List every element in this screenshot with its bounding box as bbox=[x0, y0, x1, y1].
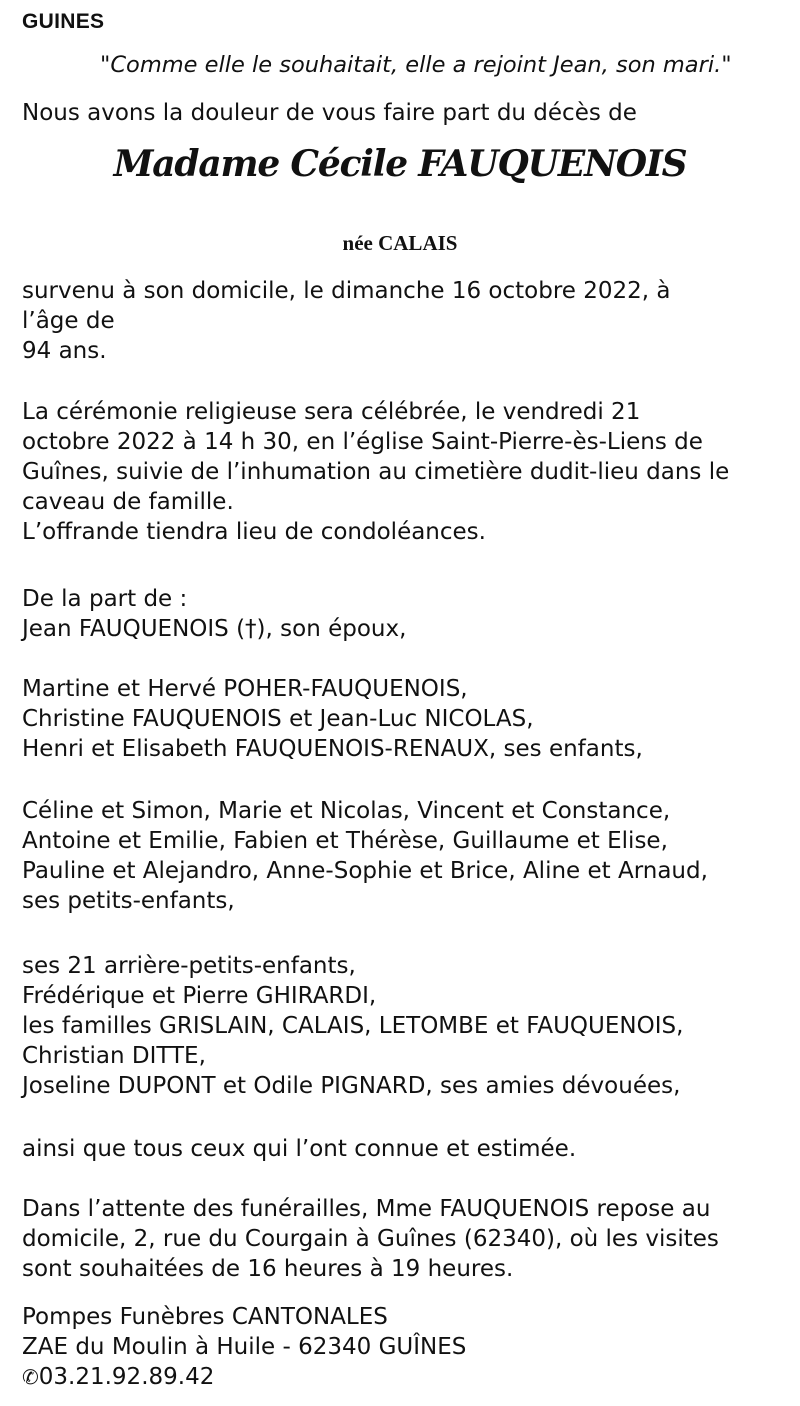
family-from bbox=[22, 584, 792, 644]
relatives-line: Christian DITTE, bbox=[22, 1043, 206, 1069]
ceremony-details bbox=[22, 397, 792, 547]
grandchildren-line: Antoine et Emilie, Fabien et Thérèse, Guillaume et Elise, bbox=[22, 828, 668, 854]
funeral-home-name: Pompes Funèbres CANTONALES bbox=[22, 1304, 388, 1330]
visitation-details bbox=[22, 1194, 792, 1284]
ceremony-line: La cérémonie religieuse sera célébrée, le vendredi 21 bbox=[22, 399, 641, 425]
relatives-line: Frédérique et Pierre GHIRARDI, bbox=[22, 983, 377, 1009]
funeral-home bbox=[22, 1302, 792, 1392]
visitation-line: domicile, 2, rue du Courgain à Guînes (62340), où les visites bbox=[22, 1226, 719, 1252]
spouse-line: Jean FAUQUENOIS (†), son époux, bbox=[22, 616, 407, 642]
maiden-name: née CALAIS bbox=[342, 231, 458, 255]
funeral-home-phone bbox=[22, 1362, 792, 1392]
relatives-line: ses 21 arrière-petits-enfants, bbox=[22, 953, 356, 979]
children-line: Henri et Elisabeth FAUQUENOIS-RENAUX, ses enfants, bbox=[22, 736, 643, 762]
phone-icon: ✆ bbox=[22, 1365, 39, 1389]
other-relatives-list bbox=[22, 951, 792, 1101]
closing-line bbox=[22, 1134, 792, 1164]
intro-text: Nous avons la douleur de vous faire part du décès de bbox=[22, 100, 637, 126]
visitation-line: Dans l’attente des funérailles, Mme FAUQUENOIS repose au bbox=[22, 1196, 711, 1222]
children-line: Christine FAUQUENOIS et Jean-Luc NICOLAS, bbox=[22, 706, 534, 732]
phone-number: 03.21.92.89.42 bbox=[38, 1364, 215, 1390]
death-notice-line: l’âge de bbox=[22, 308, 115, 334]
visitation-line: sont souhaitées de 16 heures à 19 heures. bbox=[22, 1256, 514, 1282]
funeral-home-address: ZAE du Moulin à Huile - 62340 GUÎNES bbox=[22, 1334, 467, 1360]
closing-text: ainsi que tous ceux qui l’ont connue et estimée. bbox=[22, 1136, 577, 1162]
quote: "Comme elle le souhaitait, elle a rejoint Jean, son mari." bbox=[100, 52, 732, 78]
deceased-name: Madame Cécile FAUQUENOIS bbox=[113, 143, 687, 185]
grandchildren-list bbox=[22, 796, 792, 916]
relatives-line: les familles GRISLAIN, CALAIS, LETOMBE et FAUQUENOIS, bbox=[22, 1013, 684, 1039]
death-notice bbox=[22, 276, 792, 366]
ceremony-line: caveau de famille. bbox=[22, 489, 234, 515]
death-notice-line: 94 ans. bbox=[22, 338, 107, 364]
grandchildren-line: ses petits-enfants, bbox=[22, 888, 235, 914]
ceremony-line: octobre 2022 à 14 h 30, en l’église Saint-Pierre-ès-Liens de bbox=[22, 429, 703, 455]
relatives-line: Joseline DUPONT et Odile PIGNARD, ses amies dévouées, bbox=[22, 1073, 681, 1099]
grandchildren-line: Céline et Simon, Marie et Nicolas, Vincent et Constance, bbox=[22, 798, 671, 824]
town-heading: GUINES bbox=[22, 10, 105, 33]
ceremony-line: Guînes, suivie de l’inhumation au cimetière dudit-lieu dans le bbox=[22, 459, 730, 485]
from-label: De la part de : bbox=[22, 586, 188, 612]
death-notice-line: survenu à son domicile, le dimanche 16 octobre 2022, à bbox=[22, 278, 671, 304]
children-line: Martine et Hervé POHER-FAUQUENOIS, bbox=[22, 676, 468, 702]
children-list bbox=[22, 674, 792, 764]
grandchildren-line: Pauline et Alejandro, Anne-Sophie et Brice, Aline et Arnaud, bbox=[22, 858, 708, 884]
ceremony-line: L’offrande tiendra lieu de condoléances. bbox=[22, 519, 486, 545]
